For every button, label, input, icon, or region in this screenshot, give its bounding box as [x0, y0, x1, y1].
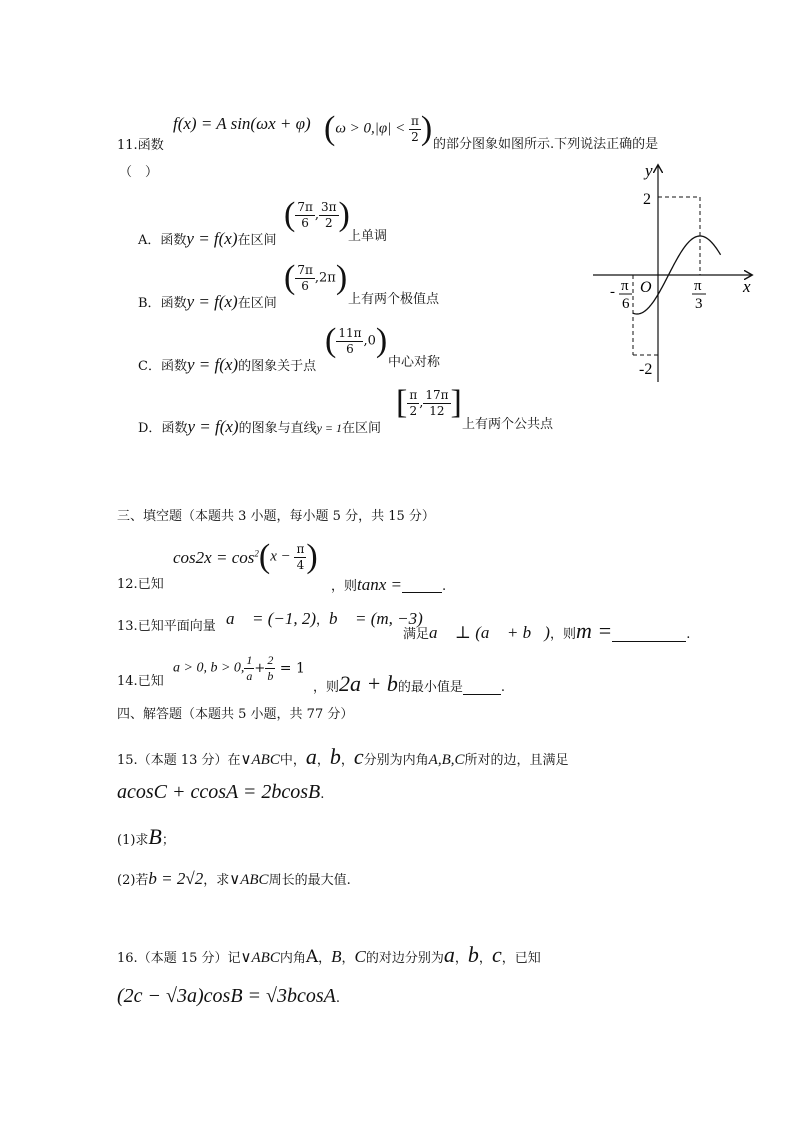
q11-option-b-post: 上有两个极值点	[348, 292, 440, 307]
svg-text:π: π	[621, 278, 629, 294]
q15-stem: 15.（本题 13 分）在∨ABC中，a，b，c分别为内角A,B,C所对的边，且满足	[117, 744, 569, 769]
q11-bracket: （ ）	[119, 165, 159, 180]
q14-number: 14.已知	[117, 674, 164, 689]
q15-part2: (2)若b = 2√2，求∨ABC周长的最大值.	[117, 869, 351, 888]
q14-ask: ，则2a + b的最小值是 .	[313, 671, 506, 696]
y-max-label: 2	[643, 191, 651, 208]
q11-option-c-point: ( $\frac{11\pi}{6}$ ,0)	[325, 322, 388, 359]
q11-lead: 函数	[137, 138, 164, 153]
q11-option-a[interactable]: A．函数y = f(x)在区间	[138, 229, 277, 248]
q12-ask: ，则tanx = .	[331, 575, 447, 594]
q14-answer-blank[interactable]	[463, 694, 501, 695]
q11-option-d-interval: [ $\frac{\pi}{2}$ , $\frac{17\pi}{12}$ ]	[396, 384, 462, 421]
svg-text:6: 6	[622, 296, 630, 312]
q11-number: 11.函数	[117, 138, 164, 153]
q13-vector-a: a⃗ = (−1, 2)，b⃗ = (m, −3)	[226, 609, 423, 628]
y-axis-label: y	[645, 161, 653, 180]
q11-option-c[interactable]: C．函数y = f(x)的图象关于点	[138, 355, 317, 374]
y-min-label: -2	[639, 361, 653, 378]
q11-option-c-post: 中心对称	[388, 355, 441, 370]
q12-number: 12.已知	[117, 577, 164, 592]
q11-formula: f(x) = A sin(ωx + φ)	[173, 114, 311, 133]
section4-title: 四、解答题（本题共 5 小题，共 77 分）	[117, 707, 354, 722]
origin-label: O	[640, 279, 652, 296]
q11-option-d[interactable]: D．函数y = f(x)的图象与直线y = 1在区间	[138, 417, 382, 436]
svg-text:-: -	[610, 284, 615, 300]
q12-answer-blank[interactable]	[402, 592, 442, 593]
q11-option-a-post: 上单调	[348, 229, 388, 244]
q13-cond: 满足a⃗ ⊥ (a⃗ + b⃗)，则m = .	[403, 618, 691, 643]
q15-equation: acosC + ccosA = 2bcosB.	[117, 781, 325, 803]
x-axis-label: x	[743, 277, 751, 296]
function-graph	[585, 160, 760, 390]
q14-cond: a > 0, b > 0, $\frac{1}{a}$ + $\frac{2}{b}$ = 1	[173, 653, 305, 683]
x-pos-label	[692, 278, 706, 312]
q11-option-a-interval: ( $\frac{7\pi}{6}$ , $\frac{3\pi}{2}$ )	[284, 196, 350, 233]
q13-number: 13.已知平面向量	[117, 619, 216, 634]
q13-answer-blank[interactable]	[612, 641, 686, 642]
q11-option-b-interval: ( $\frac{7\pi}{6}$ ,2π)	[284, 259, 348, 296]
svg-text:3: 3	[695, 296, 703, 312]
svg-text:π: π	[694, 278, 702, 294]
q16-stem: 16.（本题 15 分）记∨ABC内角A，B，C的对边分别为a，b，c，已知	[117, 942, 541, 967]
q15-part1: (1)求B；	[117, 824, 175, 849]
q11-condition: (ω > 0,|φ| < $\frac{\pi}{2}$ )	[324, 110, 433, 147]
q11-option-b[interactable]: B．函数y = f(x)在区间	[138, 292, 277, 311]
x-neg-label	[610, 278, 632, 312]
q11-tail: 的部分图象如图所示.下列说法正确的是	[433, 137, 659, 152]
section3-title: 三、填空题（本题共 3 小题，每小题 5 分，共 15 分）	[117, 509, 435, 524]
q16-equation: (2c − √3a)cosB = √3bcosA.	[117, 985, 341, 1007]
q12-equation: $\cos 2x = \cos^2(x$ − $\frac{\pi}{4}$ )	[173, 538, 318, 575]
q11-option-d-post: 上有两个公共点	[462, 417, 554, 432]
